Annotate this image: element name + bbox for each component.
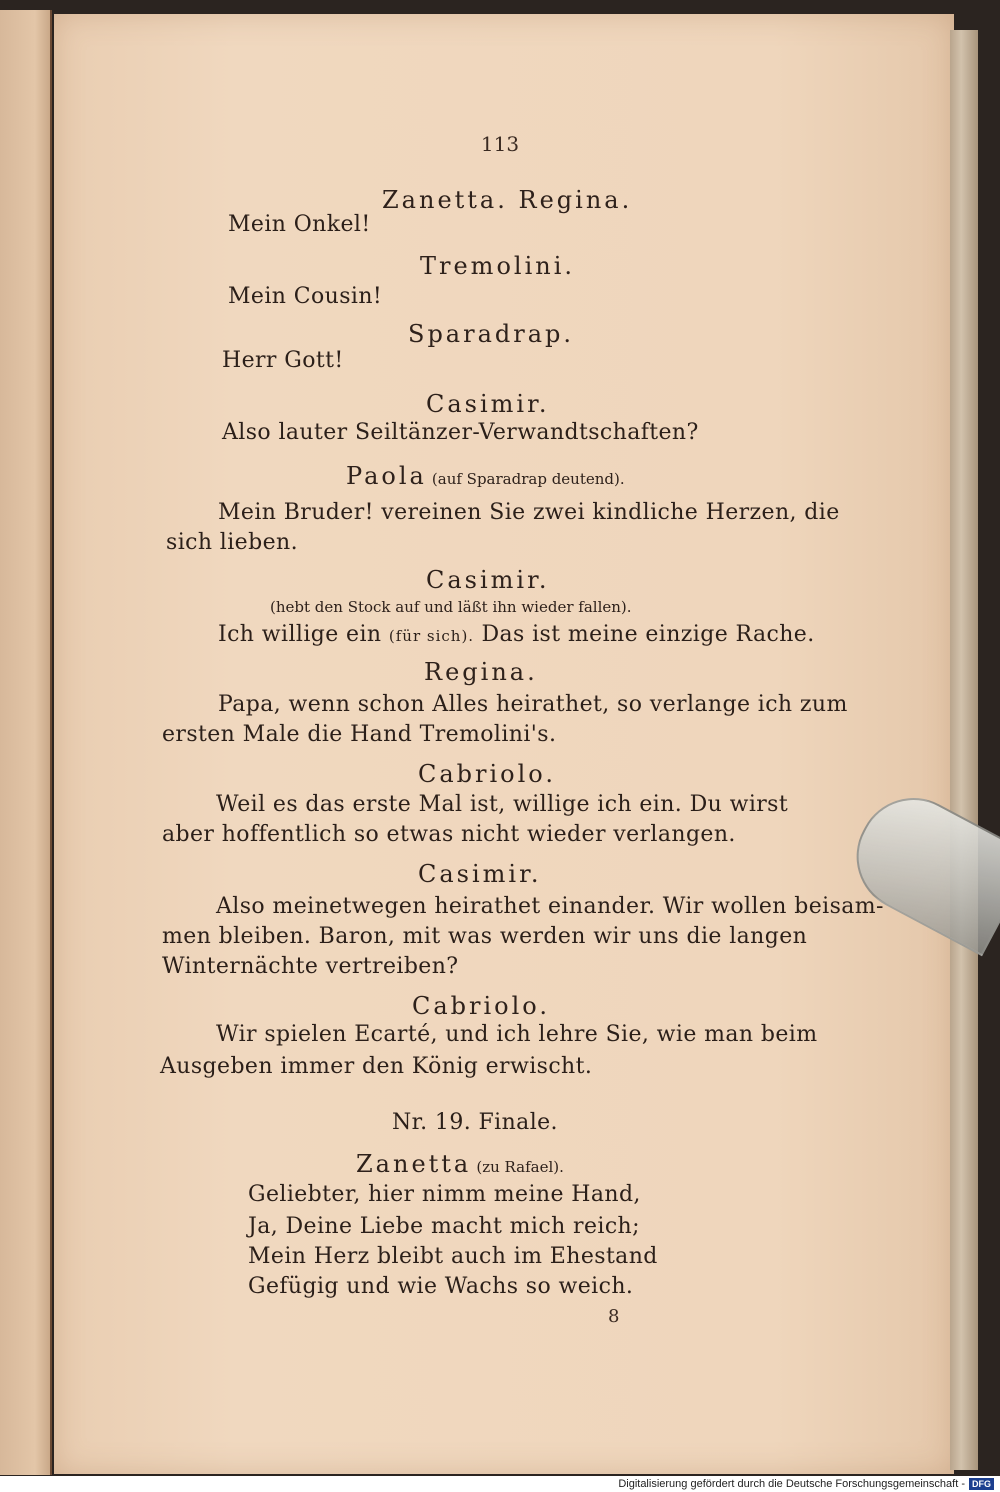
dialogue-line: Ausgeben immer den König erwischt.	[160, 1054, 593, 1079]
dialogue-line: men bleiben. Baron, mit was werden wir uns die langen	[162, 924, 808, 949]
verse-line: Mein Herz bleibt auch im Ehestand	[248, 1244, 658, 1269]
dialogue-line: Mein Onkel!	[228, 212, 371, 237]
speaker-heading: Tremolini.	[420, 252, 576, 280]
footer-credit: Digitalisierung gefördert durch die Deutsche Forschungsgemeinschaft -	[618, 1478, 965, 1490]
verse-line: Geliebter, hier nimm meine Hand,	[248, 1182, 641, 1207]
dialogue-line: ersten Male die Hand Tremolini's.	[162, 722, 557, 747]
speaker-heading: Cabriolo.	[412, 992, 550, 1020]
speaker-with-direction	[346, 462, 625, 490]
dialogue-line: Mein Bruder! vereinen Sie zwei kindliche Herzen, die	[218, 500, 840, 525]
dialogue-line: Also lauter Seiltänzer-Verwandtschaften?	[222, 420, 699, 445]
dialogue-line: sich lieben.	[166, 530, 298, 555]
left-page-edge	[0, 10, 52, 1475]
dialogue-line: Papa, wenn schon Alles heirathet, so verlange ich zum	[218, 692, 848, 717]
speaker-heading: Casimir.	[426, 390, 550, 418]
speaker-heading: Casimir.	[426, 566, 550, 594]
signature-mark: 8	[608, 1306, 620, 1327]
stage-direction: (für sich).	[388, 627, 475, 645]
dfg-logo-icon: DFG	[969, 1478, 994, 1490]
verse-line: Ja, Deine Liebe macht mich reich;	[248, 1214, 640, 1239]
verse-line: Gefügig und wie Wachs so weich.	[248, 1274, 634, 1299]
speaker-heading: Paola	[346, 462, 427, 490]
dialogue-text: Ich willige ein	[218, 622, 382, 647]
dialogue-line: Weil es das erste Mal ist, willige ich ein. Du wirst	[216, 792, 789, 817]
speaker-heading: Zanetta	[356, 1150, 472, 1178]
dialogue-line: Herr Gott!	[222, 348, 344, 373]
stage-direction: (auf Sparadrap deutend).	[431, 470, 625, 488]
dialogue-line: Mein Cousin!	[228, 284, 383, 309]
dialogue-line: Also meinetwegen heirathet einander. Wir wollen beisam-	[216, 894, 884, 919]
page-stack-edge	[950, 30, 978, 1470]
speaker-heading: Zanetta. Regina.	[382, 186, 633, 214]
dialogue-line: Wir spielen Ecarté, und ich lehre Sie, wie man beim	[216, 1022, 818, 1047]
page-number: 113	[480, 132, 520, 156]
stage-direction: (hebt den Stock auf und läßt ihn wieder fallen).	[270, 598, 632, 616]
stage-direction: (zu Rafael).	[476, 1158, 564, 1176]
dialogue-line: aber hoffentlich so etwas nicht wieder verlangen.	[162, 822, 736, 847]
speaker-heading: Cabriolo.	[418, 760, 556, 788]
digitization-footer	[0, 1476, 1000, 1492]
speaker-heading: Sparadrap.	[408, 320, 575, 348]
speaker-heading: Casimir.	[418, 860, 542, 888]
dialogue-line	[218, 622, 815, 647]
speaker-with-direction	[356, 1150, 564, 1178]
speaker-heading: Regina.	[424, 658, 538, 686]
section-heading: Nr. 19. Finale.	[392, 1110, 558, 1135]
dialogue-text: Das ist meine einzige Rache.	[481, 622, 815, 647]
dialogue-line: Winternächte vertreiben?	[162, 954, 459, 979]
